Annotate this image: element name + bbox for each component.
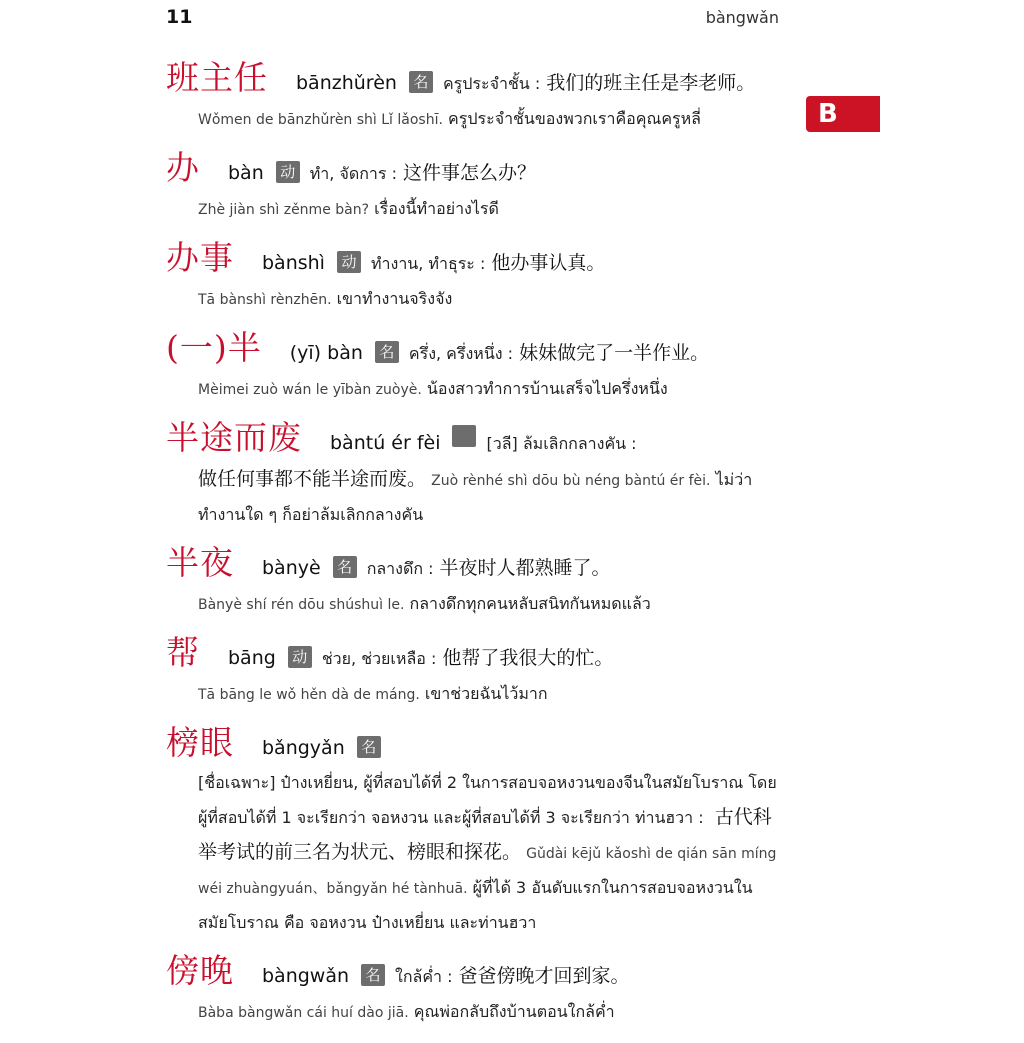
example-thai: เขาทำงานจริงจัง	[336, 289, 453, 308]
example-thai: คุณพ่อกลับถึงบ้านตอนใกล้ค่ำ	[413, 1002, 615, 1021]
example-pinyin: Zuò rènhé shì dōu bù néng bàntú ér fèi.	[431, 473, 711, 489]
dictionary-entry	[166, 635, 780, 712]
example-pinyin: Zhè jiàn shì zěnme bàn?	[198, 202, 370, 218]
example-chinese: 古代科举考试的前三名为状元、榜眼和探花。	[198, 806, 772, 863]
dictionary-entry	[166, 545, 780, 622]
example-pinyin: Mèimei zuò wán le yībàn zuòyè.	[198, 382, 422, 398]
example-pinyin: Wǒmen de bānzhǔrèn shì Lǐ lǎoshī.	[198, 112, 443, 128]
running-head: bàngwǎn	[705, 8, 779, 27]
example-chinese: 这件事怎么办？	[402, 162, 536, 184]
example-thai: เรื่องนี้ทำอย่างไรดี	[374, 199, 499, 218]
headword: (一)半	[166, 328, 262, 367]
example-pinyin: Bàba bàngwǎn cái huí dào jiā.	[198, 1005, 409, 1021]
thai-gloss: กลางดึก :	[366, 559, 434, 578]
headword: 班主任	[166, 58, 268, 97]
example-chinese: 我们的班主任是李老师。	[546, 72, 756, 94]
headword: 办	[166, 148, 200, 187]
part-of-speech-badge: 动	[288, 646, 312, 668]
example-thai: ไม่ว่าทำงานใด ๆ ก็อย่าล้มเลิกกลางคัน	[198, 470, 753, 524]
headword: 半夜	[166, 543, 234, 582]
part-of-speech-badge: 动	[337, 251, 361, 273]
part-of-speech-badge: 名	[375, 341, 399, 363]
dictionary-entries	[166, 60, 780, 1043]
part-of-speech-badge	[452, 425, 476, 447]
headword: 帮	[166, 633, 200, 672]
example-chinese: 他帮了我很大的忙。	[442, 647, 614, 669]
headword-pinyin: bǎngyǎn	[262, 737, 345, 759]
dictionary-entry	[166, 150, 780, 227]
thai-gloss: ครึ่ง, ครึ่งหนึ่ง :	[408, 344, 514, 363]
thai-gloss: [วลี] ล้มเลิกกลางคัน :	[486, 434, 637, 453]
part-of-speech-badge: 名	[357, 736, 381, 758]
dictionary-entry	[166, 725, 780, 940]
example-pinyin: Bànyè shí rén dōu shúshuì le.	[198, 597, 405, 613]
part-of-speech-badge: 名	[333, 556, 357, 578]
example-chinese: 做任何事都不能半途而废。	[198, 468, 427, 490]
dictionary-entry	[166, 953, 780, 1030]
thai-gloss: ทำ, จัดการ :	[309, 164, 397, 183]
headword: 榜眼	[166, 723, 234, 762]
thai-gloss: ครูประจำชั้น :	[442, 74, 541, 93]
section-tab[interactable]: B	[806, 96, 880, 132]
example-thai: ผู้ที่ได้ 3 อันดับแรกในการสอบจอหงวนในสมัยโบราณ คือ จอหงวน ป๋างเหยี่ยน และท่านฮวา	[198, 878, 753, 932]
dictionary-entry	[166, 330, 780, 407]
thai-gloss: ใกล้ค่ำ :	[395, 967, 453, 986]
example-thai: กลางดึกทุกคนหลับสนิทกันหมดแล้ว	[409, 594, 651, 613]
headword: 半途而废	[166, 418, 302, 457]
example-thai: น้องสาวทำการบ้านเสร็จไปครึ่งหนึ่ง	[426, 379, 668, 398]
dictionary-entry	[166, 240, 780, 317]
thai-gloss: ช่วย, ช่วยเหลือ :	[321, 649, 437, 668]
example-chinese: 爸爸傍晚才回到家。	[458, 965, 630, 987]
headword-pinyin: bànshì	[262, 252, 325, 274]
headword: 办事	[166, 238, 234, 277]
example-chinese: 半夜时人都熟睡了。	[439, 557, 611, 579]
part-of-speech-badge: 动	[276, 161, 300, 183]
example-pinyin: Tā bànshì rènzhēn.	[198, 292, 332, 308]
headword-pinyin: (yī) bàn	[289, 342, 363, 364]
headword-pinyin: bàngwǎn	[262, 965, 350, 987]
headword-pinyin: bāng	[228, 647, 276, 669]
part-of-speech-badge: 名	[361, 964, 385, 986]
example-thai: ครูประจำชั้นของพวกเราคือคุณครูหลี่	[448, 109, 701, 128]
part-of-speech-badge: 名	[409, 71, 433, 93]
example-chinese: 他办事认真。	[491, 252, 606, 274]
dictionary-entry	[166, 420, 780, 532]
headword-pinyin: bànyè	[262, 557, 321, 579]
headword-pinyin: bàntú ér fèi	[330, 432, 441, 454]
headword-pinyin: bānzhǔrèn	[296, 72, 397, 94]
dictionary-entry	[166, 60, 780, 137]
thai-gloss: [ชื่อเฉพาะ] ป๋างเหยี่ยน, ผู้ที่สอบได้ที่ 2 ในการสอบจอหงวนของจีนในสมัยโบราณ โดยผู้ที่สอบได้ที่ 1 จะเรียกว่า จอหงวน และผู้ที่สอบได้ที่ 3 จะเรียกว่า ท่านฮวา :	[198, 773, 777, 827]
headword-pinyin: bàn	[228, 162, 264, 184]
example-pinyin: Gǔdài kējǔ kǎoshì de qián sān míng wéi zhuàngyuán、bǎngyǎn hé tànhuā.	[198, 846, 777, 897]
headword: 傍晚	[166, 951, 234, 990]
example-thai: เขาช่วยฉันไว้มาก	[424, 684, 548, 703]
thai-gloss: ทำงาน, ทำธุระ :	[370, 254, 486, 273]
page-number: 11	[166, 6, 193, 28]
example-chinese: 妹妹做完了一半作业。	[519, 342, 710, 364]
example-pinyin: Tā bāng le wǒ hěn dà de máng.	[198, 687, 420, 703]
